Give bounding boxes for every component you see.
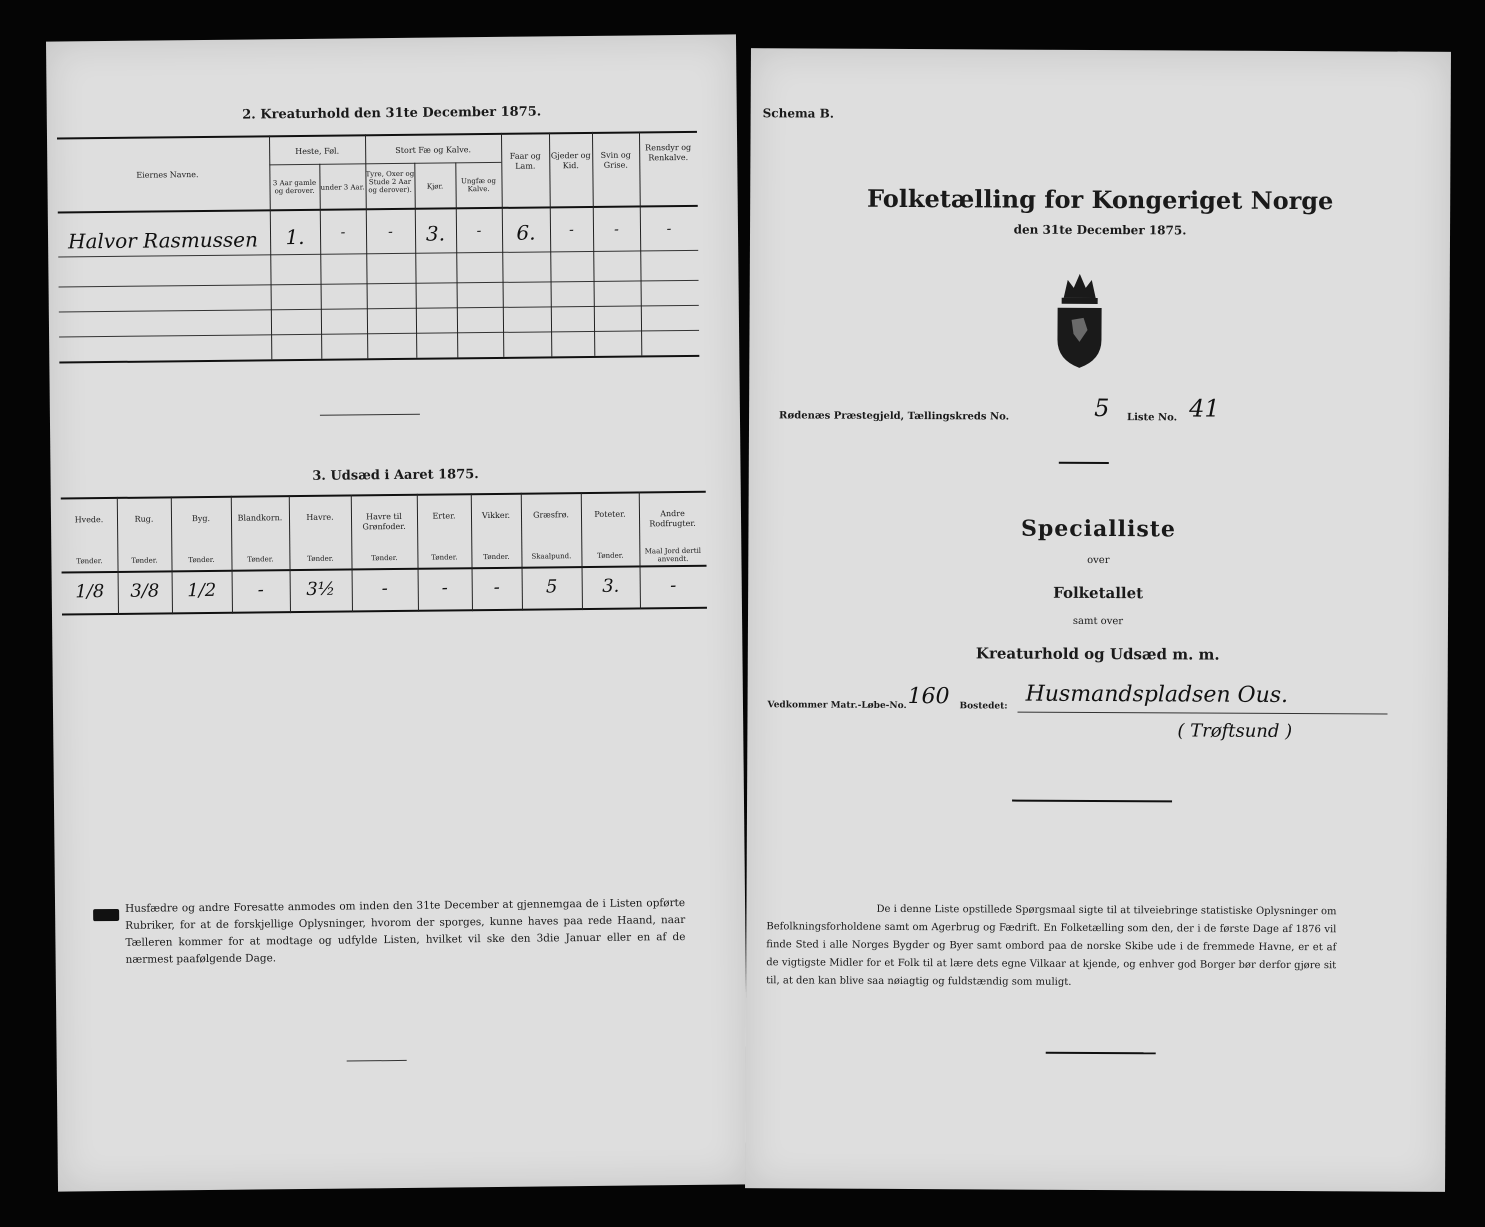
horses-old-value: 1. (285, 224, 305, 250)
divider-bottom-right (1046, 1052, 1156, 1055)
seed-unit: Tønder. (307, 554, 334, 563)
owner-name: Halvor Rasmussen (67, 227, 259, 254)
young-cattle-value: - (476, 223, 482, 240)
subheader-rule (269, 162, 501, 165)
header-young-cattle: Ungfæ og Kalve. (460, 176, 497, 194)
seed-value: - (670, 575, 677, 597)
seed-title: 3. Udsæd i Aaret 1875. (312, 467, 479, 484)
parish-label: Rødenæs Præstegjeld, Tællingskreds No. (779, 410, 1010, 423)
col-rule (365, 134, 368, 358)
seed-unit: Skaalpund. (531, 552, 572, 561)
divider (320, 414, 420, 416)
header-goats: Gjeder og Kid. (550, 150, 591, 171)
divider-mid (1012, 800, 1172, 803)
row-rule (59, 280, 699, 288)
table-header-rule (58, 205, 698, 214)
seed-value: - (257, 579, 264, 601)
header-horses: Heste, Føl. (295, 146, 340, 157)
seed-unit: Tønder. (247, 555, 274, 564)
table-top-rule (57, 131, 697, 140)
list-number: 41 (1189, 394, 1220, 423)
header-reindeer: Rensdyr og Renkalve. (645, 142, 692, 163)
bosted-value: Husmandspladsen Ous. (1025, 681, 1289, 708)
seed-header: Vikker. (481, 510, 511, 521)
header-cows: Kjør. (426, 182, 444, 191)
seed-value: 3. (602, 575, 620, 597)
district-number: 5 (1094, 393, 1110, 423)
bosted-note: ( Trøftsund ) (1177, 720, 1293, 743)
horses-young-value: - (340, 224, 346, 241)
seed-unit: Tønder. (597, 551, 624, 560)
schema-label: Schema B. (762, 106, 834, 121)
seed-header: Byg. (191, 513, 211, 524)
over-text: over (1087, 554, 1110, 567)
seed-value: - (441, 577, 448, 599)
header-owner: Eiernes Navne. (136, 170, 199, 180)
seed-header: Blandkorn. (237, 513, 283, 523)
divider-bottom (347, 1060, 407, 1062)
seed-unit: Tønder. (431, 553, 458, 562)
cows-value: 3. (425, 221, 446, 246)
left-page (46, 34, 748, 1191)
seed-header: Rug. (134, 514, 154, 524)
sheep-value: 6. (516, 220, 536, 245)
seed-header: Hvede. (74, 515, 104, 525)
matr-number: 160 (907, 684, 950, 710)
seed-value: 3/8 (130, 580, 160, 602)
notice-text: Husfædre og andre Foresatte anmodes om inden den 31te December at gjennemgaa de i Listen opførte Rubriker, for at de forskjellige Oplysninger, hvorom der sporges, kunne haves paa rede Haand, naar Tælleren kommer for at modtage og udfylde Listen, hvilket vil ske den 3die Januar eller en af de nærmest paafølgende Dage. (125, 896, 686, 966)
main-title: Folketælling for Kongeriget Norge (867, 183, 1334, 216)
col-rule (639, 131, 642, 355)
header-cattle: Stort Fæ og Kalve. (395, 145, 472, 155)
pointing-hand-icon (93, 909, 119, 921)
header-horses-young: under 3 Aar. (320, 183, 365, 192)
seed-header-rule (62, 565, 707, 574)
reindeer-value: - (666, 221, 672, 238)
table-bottom-rule (59, 355, 699, 364)
row-rule (59, 305, 699, 313)
seed-value: 5 (545, 576, 558, 598)
seed-value: - (493, 576, 500, 598)
pigs-value: - (614, 221, 619, 238)
coat-of-arms-icon (1049, 268, 1110, 372)
main-date: den 31te December 1875. (1013, 222, 1187, 238)
row-rule (59, 330, 699, 338)
seed-header: Poteter. (594, 509, 626, 519)
samt-over: samt over (1072, 615, 1124, 628)
header-bulls: Tyre, Oxer og Stude 2 Aar og derover). (365, 169, 415, 195)
list-label: Liste No. (1127, 412, 1178, 424)
seed-unit: Tønder. (483, 552, 510, 562)
seed-top-rule (61, 491, 706, 500)
header-horses-old: 3 Aar gamle og derover. (272, 178, 317, 196)
kreatur-title: Kreaturhold og Udsæd m. m. (975, 644, 1220, 664)
info-paragraph: De i denne Liste opstillede Spørgsmaal sigte til at tilveiebringe statistiske Oplysninger om Befolkningsforholdene samt om Agerbrug og Fædrift. En Folketælling som den, der i de første Dage af 1876 vil finde Sted i alle Norges Bygder og Byer samt ombord paa de norske Skibe ude i de fremmede Havne, er et af de vigtigste Midler for et Folk til at lære dets egne Vilkaar at kjende, og enhver god Borger bør derfor gjøre sit til, at den kan blive saa nøiagtig og fuldstændig som muligt. (766, 903, 1337, 988)
seed-unit: Tønder. (76, 557, 103, 566)
seed-header: Andre Rodfrugter. (649, 508, 696, 529)
right-page (745, 48, 1451, 1192)
header-sheep: Faar og Lam. (509, 151, 541, 171)
seed-unit: Maal Jord dertil anvendt. (644, 546, 702, 564)
bulls-value: - (388, 224, 393, 241)
seed-value: 3½ (306, 578, 336, 600)
seed-value: 1/2 (187, 579, 217, 602)
seed-header: Erter. (432, 511, 456, 521)
bosted-label: Bostedet: (959, 701, 1008, 712)
seed-value: - (381, 578, 388, 600)
folketallet: Folketallet (1053, 583, 1144, 603)
seed-header: Græsfrø. (533, 510, 569, 520)
spec-title: Specialliste (1020, 515, 1176, 543)
seed-bottom-rule (62, 607, 707, 616)
col-rule (319, 164, 322, 359)
seed-unit: Tønder. (131, 556, 158, 565)
seed-unit: Tønder. (188, 555, 215, 565)
col-rule (414, 163, 417, 358)
livestock-title: 2. Kreaturhold den 31te December 1875. (242, 104, 542, 123)
matr-label: Vedkommer Matr.-Løbe-No. (767, 700, 907, 711)
header-pigs: Svin og Grise. (600, 150, 631, 170)
goats-value: - (569, 222, 574, 239)
seed-header: Havre. (306, 512, 334, 522)
bosted-underline (1018, 712, 1388, 715)
seed-unit: Tønder. (371, 553, 398, 563)
divider-short (1059, 462, 1109, 464)
seed-header: Havre til Grønfoder. (362, 511, 406, 532)
seed-value: 1/8 (75, 581, 105, 603)
